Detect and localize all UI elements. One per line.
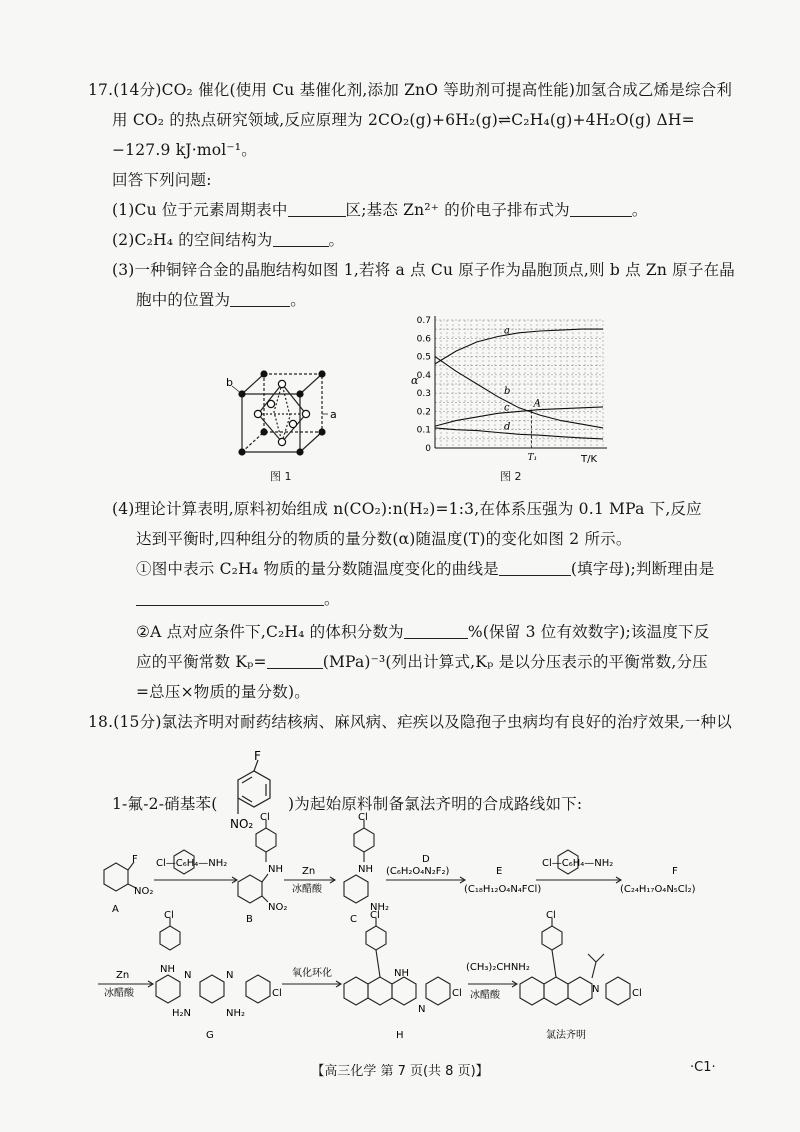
q17-part1-b: 区;基态 Zn²⁺ 的价电子排布式为 [345, 201, 570, 219]
q17-line-1: 17.(14分)CO₂ 催化(使用 Cu 基催化剂,添加 ZnO 等助剂可提高性能)加氢合成乙烯是综合利 [88, 81, 733, 99]
scheme-atom: NH₂ [370, 902, 390, 913]
scheme-atom: NH [268, 864, 283, 875]
q17-part4-q2-b: %(保留 3 位有效数字);该温度下反 [467, 623, 710, 641]
scheme-atom: Cl [546, 910, 556, 921]
q17-part3-line2 [136, 288, 306, 310]
reagent-zn-1: Zn [302, 866, 316, 877]
q17-part2 [112, 228, 344, 250]
label-c: C [350, 914, 357, 925]
y-tick-label: 0 [425, 444, 431, 454]
series-label-c: c [504, 402, 510, 414]
atom-no2: NO₂ [230, 817, 254, 831]
scheme-atom: Cl [358, 812, 368, 823]
q17-part1-a: (1)Cu 位于元素周期表中 [112, 201, 288, 219]
reagent-isopropylamine: (CH₃)₂CHNH₂ [466, 962, 530, 973]
q17-part4-line2: 达到平衡时,四种组分的物质的量分数(α)随温度(T)的变化如图 2 所示。 [136, 530, 632, 548]
q17-line-3: −127.9 kJ·mol⁻¹。 [112, 141, 257, 159]
reagent-zn-2: Zn [116, 970, 130, 981]
answer-blank[interactable] [273, 232, 329, 247]
atom-f: F [254, 750, 261, 763]
series-line-a [435, 329, 603, 364]
scheme-atom: NO₂ [134, 886, 154, 897]
reagent-chloroaniline-2: Cl—C₆H₄—NH₂ [542, 858, 614, 869]
scheme-atom: N [418, 1004, 426, 1015]
fig1-label-b: b [226, 376, 233, 389]
scheme-atom: Cl [260, 812, 270, 823]
label-h: H [396, 1030, 404, 1041]
scheme-atom: Cl [370, 910, 380, 921]
q17-part4-q2-a: ②A 点对应条件下,C₂H₄ 的体积分数为 [136, 623, 404, 641]
q17-part4-q1-reason [136, 587, 340, 609]
q17-part4-q1-b: (填字母);判断理由是 [570, 560, 715, 578]
label-clofazimine: 氯法齐明 [546, 1030, 586, 1041]
page-code: ·C1· [690, 1060, 716, 1075]
y-tick-label: 0.1 [416, 425, 431, 436]
reagent-acetic-acid-1: 冰醋酸 [292, 884, 322, 895]
scheme-atom: Cl [632, 988, 642, 999]
answer-blank[interactable] [404, 624, 468, 639]
figure-1-caption: 图 1 [270, 470, 292, 483]
q18-line-2b: )为起始原料制备氯法齐明的合成路线如下: [288, 795, 583, 813]
q17-part2-a: (2)C₂H₄ 的空间结构为 [112, 231, 273, 249]
q17-part4-q1-end: 。 [324, 590, 340, 608]
reagent-oxidative-cyclization: 氧化环化 [292, 968, 332, 979]
fig1-label-a: a [330, 408, 337, 421]
y-tick-label: 0.7 [416, 316, 431, 326]
scheme-atom: NH [160, 964, 175, 975]
scheme-atom: N [592, 984, 600, 995]
scheme-atom: F [132, 854, 138, 865]
y-tick-label: 0.6 [416, 334, 431, 345]
y-axis-label: α [411, 374, 419, 387]
q17-line-2: 用 CO₂ 的热点研究领域,反应原理为 2CO₂(g)+6H₂(g)⇌C₂H₄(g)+4H₂O(g) ΔH= [112, 111, 695, 129]
y-tick-label: 0.5 [416, 352, 431, 363]
q17-line-4: 回答下列问题: [112, 171, 212, 189]
label-g: G [206, 1030, 214, 1041]
answer-blank[interactable] [136, 591, 324, 606]
q17-part3-line1: (3)一种铜锌合金的晶胞结构如图 1,若将 a 点 Cu 原子作为晶胞顶点,则 b 点 Zn 原子在晶 [112, 261, 735, 279]
label-b: B [246, 914, 253, 925]
reagent-chloroaniline-1: Cl—C₆H₄—NH₂ [156, 858, 228, 869]
answer-blank[interactable] [499, 561, 571, 576]
scheme-atom: Cl [272, 988, 282, 999]
answer-blank[interactable] [267, 654, 323, 669]
label-f: F [672, 866, 678, 877]
answer-blank[interactable] [570, 202, 632, 217]
reagent-acetic-acid-3: 冰醋酸 [470, 990, 500, 1001]
q17-part1 [112, 198, 648, 220]
q17-part3-b: 。 [290, 291, 306, 309]
scheme-atom: N [226, 970, 234, 981]
q17-part3-a: 胞中的位置为 [136, 291, 231, 309]
series-label-a: a [504, 325, 510, 337]
y-tick-label: 0.4 [416, 370, 431, 381]
scheme-atom: NO₂ [268, 902, 288, 913]
reagent-acetic-acid-2: 冰醋酸 [104, 988, 134, 999]
answer-blank[interactable] [230, 292, 290, 307]
answer-blank[interactable] [288, 202, 346, 217]
reagent-d: D [422, 854, 430, 865]
scheme-atom: H₂N [172, 1008, 192, 1019]
scheme-atom: NH [358, 864, 373, 875]
formula-e: (C₁₈H₁₂O₄N₄FCl) [464, 884, 542, 895]
figure-1-crystal-cell [222, 366, 342, 484]
scheme-atom: NH₂ [226, 1008, 246, 1019]
figure-2-caption: 图 2 [500, 470, 522, 483]
q18-line-1: 18.(15分)氯法齐明对耐药结核病、麻风病、疟疾以及隐孢子虫病均有良好的治疗效果,一种以 [88, 713, 732, 731]
scheme-atom: N [184, 970, 192, 981]
series-label-d: d [504, 421, 511, 433]
scheme-atom: NH [394, 968, 409, 979]
scheme-atom: Cl [452, 988, 462, 999]
q17-part1-c: 。 [631, 201, 648, 219]
q17-part4-q2-line2 [136, 650, 708, 672]
q17-part2-b: 。 [328, 231, 345, 249]
label-a: A [112, 904, 119, 915]
q17-part4-q2-c: 应的平衡常数 Kₚ= [136, 653, 267, 671]
q17-part4-line1: (4)理论计算表明,原料初始组成 n(CO₂):n(H₂)=1:3,在体系压强为 0.1 MPa 下,反应 [112, 500, 702, 518]
figure-2-chart [405, 312, 615, 467]
q17-part4-q1-a: ①图中表示 C₂H₄ 物质的量分数随温度变化的曲线是 [136, 560, 499, 578]
formula-f: (C₂₄H₁₇O₄N₅Cl₂) [620, 884, 696, 895]
q18-line-2a: 1-氟-2-硝基苯( [112, 795, 218, 813]
q17-part4-q1 [136, 557, 714, 579]
point-a-label: A [533, 398, 541, 410]
y-tick-label: 0.3 [416, 389, 431, 400]
y-tick-label: 0.2 [416, 407, 431, 418]
x-tick-label-t1: T₁ [527, 453, 538, 463]
q17-part4-q2-d: (MPa)⁻³(列出计算式,Kₚ 是以分压表示的平衡常数,分压 [322, 653, 708, 671]
q17-part4-q2-line3: =总压×物质的量分数)。 [136, 683, 310, 701]
reagent-d-formula: (C₆H₂O₄N₂F₂) [386, 866, 450, 877]
page-footer: 【高三化学 第 7 页(共 8 页)】 [311, 1064, 489, 1079]
synthesis-scheme [96, 812, 736, 1052]
x-axis-label: T/K [581, 454, 598, 465]
q17-part4-q2 [136, 620, 709, 642]
scheme-atom: Cl [164, 910, 174, 921]
label-e: E [496, 866, 503, 877]
series-label-b: b [504, 385, 511, 397]
